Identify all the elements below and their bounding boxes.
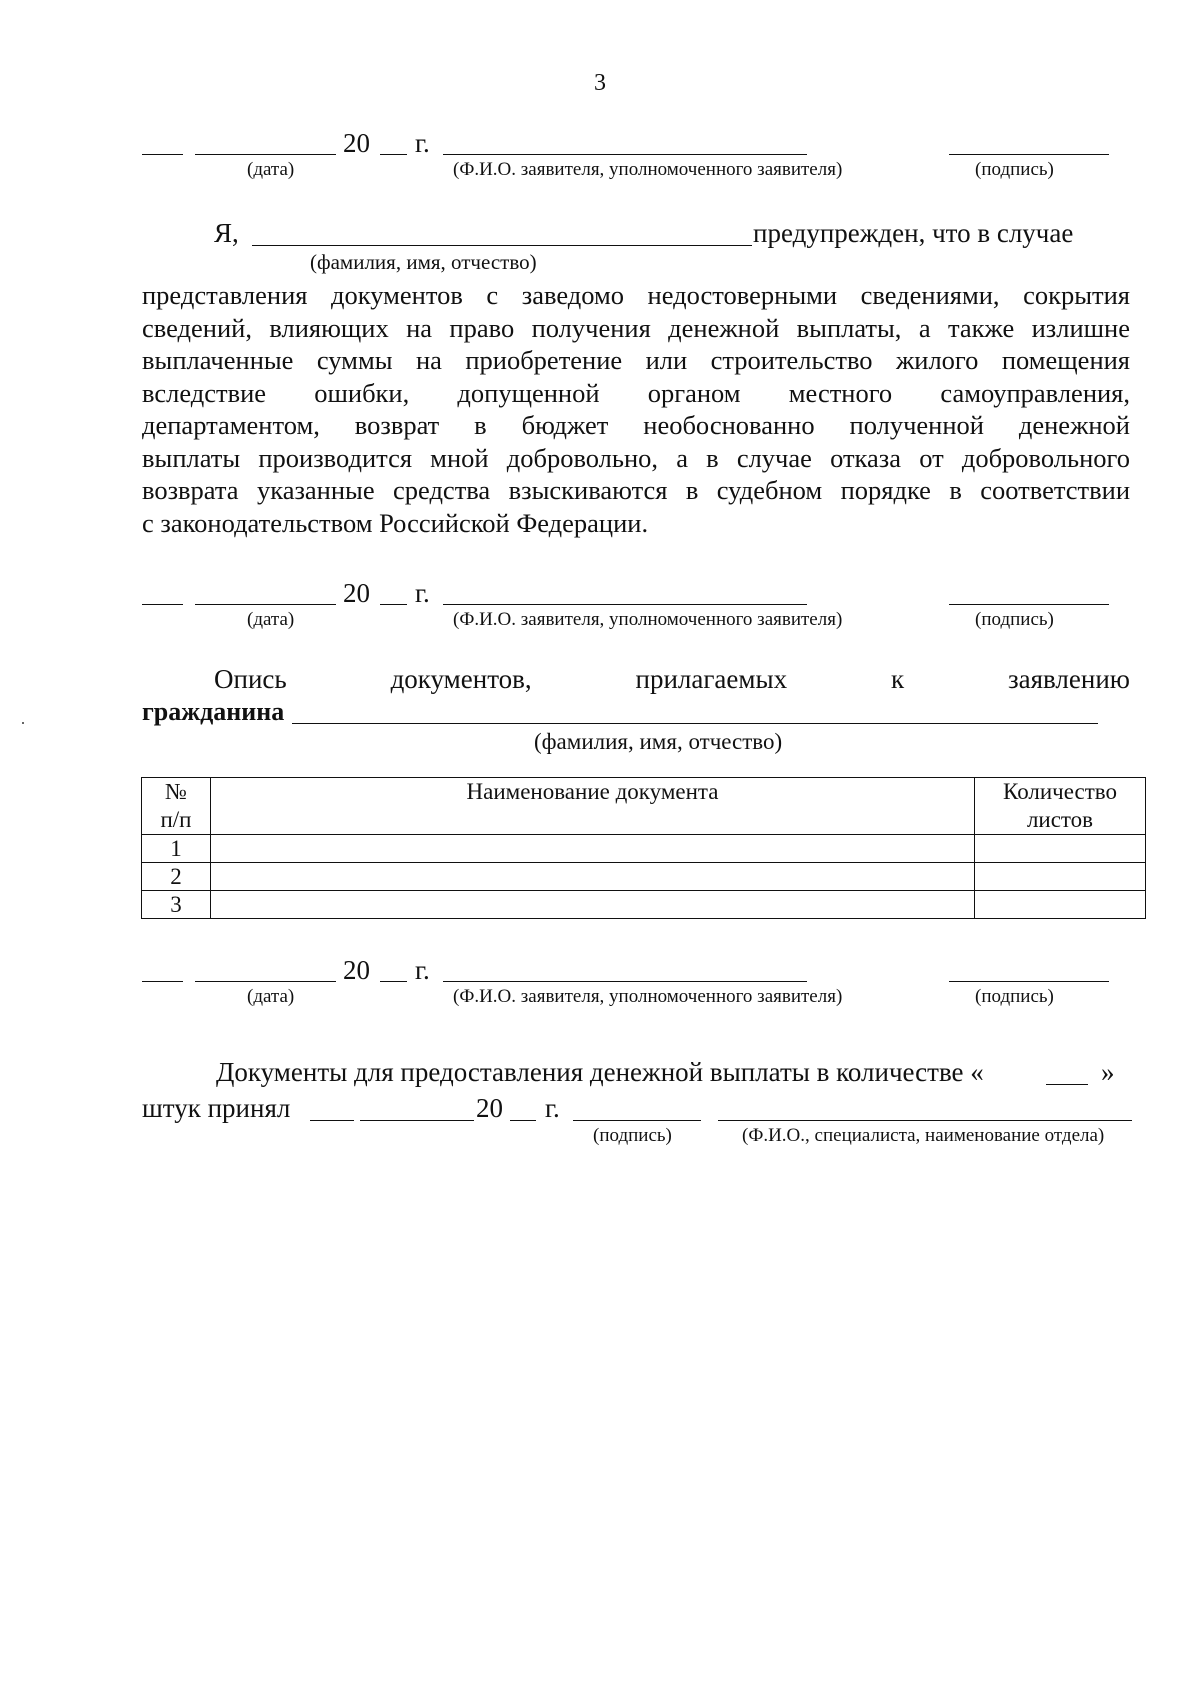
- day-line: [142, 154, 183, 155]
- citizen-name-hint: (фамилия, имя, отчество): [534, 729, 783, 754]
- heading-word: к: [890, 664, 905, 694]
- paragraph-line: вследствие ошибки, допущенной органом местного самоуправления,: [142, 377, 1130, 408]
- col-num-line1: №: [165, 779, 187, 804]
- sheet-count-cell[interactable]: [975, 835, 1146, 863]
- col-count-line1: Количество: [1003, 779, 1117, 804]
- signature-block-1: [0, 128, 1200, 188]
- statement-name-hint: (фамилия, имя, отчество): [310, 250, 537, 274]
- col-count-header: [975, 778, 1146, 835]
- sheet-count-cell[interactable]: [975, 891, 1146, 919]
- fio-label: (Ф.И.О. заявителя, уполномоченного заявителя): [453, 609, 843, 630]
- page-number: 3: [594, 70, 606, 96]
- fio-label: (Ф.И.О. заявителя, уполномоченного заявителя): [453, 159, 843, 180]
- year-prefix: 20: [343, 578, 370, 608]
- paragraph-line: с законодательством Российской Федерации.: [142, 507, 649, 538]
- inventory-heading: [142, 664, 1130, 694]
- month-line: [195, 981, 336, 982]
- signature-label: (подпись): [975, 986, 1054, 1007]
- statement-name-line: [252, 245, 752, 246]
- signature-block-2: [0, 578, 1200, 638]
- receipt-accepted-label: штук принял: [142, 1093, 291, 1123]
- col-num-line2: п/п: [160, 807, 192, 832]
- day-line: [142, 981, 183, 982]
- heading-word: Опись: [214, 664, 287, 694]
- receipt-close-quote: »: [1101, 1057, 1115, 1087]
- paragraph-line: сведений, влияющих на право получения денежной выплаты, а также излишне: [142, 312, 1130, 343]
- receipt-year-suffix: г.: [545, 1093, 560, 1123]
- paragraph-line: возврата указанные средства взыскиваются в судебном порядке в соответствии: [142, 475, 1130, 505]
- signature-line: [949, 981, 1109, 982]
- table-row: [142, 835, 1146, 863]
- document-name-cell[interactable]: [211, 835, 975, 863]
- year-prefix: 20: [343, 128, 370, 158]
- year-line: [380, 604, 407, 605]
- heading-word: прилагаемых: [635, 664, 788, 694]
- signature-label: (подпись): [975, 159, 1054, 180]
- sheet-count-cell[interactable]: [975, 863, 1146, 891]
- day-line: [142, 604, 183, 605]
- citizen-label: гражданина: [142, 697, 285, 726]
- year-suffix: г.: [415, 578, 430, 608]
- paragraph-line: выплаты производится мной добровольно, а в случае отказа от добровольного: [142, 442, 1130, 473]
- col-name-label: Наименование документа: [466, 779, 719, 804]
- receipt-specialist-label: (Ф.И.О., специалиста, наименование отдела): [742, 1125, 1105, 1146]
- date-label: (дата): [247, 159, 295, 180]
- fio-label: (Ф.И.О. заявителя, уполномоченного заявителя): [453, 986, 843, 1007]
- receipt-text: Документы для предоставления денежной выплаты в количестве «: [216, 1057, 984, 1087]
- date-label: (дата): [247, 986, 295, 1007]
- statement-lead: Я,: [214, 218, 239, 248]
- year-line: [380, 154, 407, 155]
- signature-line: [949, 154, 1109, 155]
- fio-line: [443, 604, 807, 605]
- scan-speck: [22, 722, 24, 724]
- row-number: 1: [142, 835, 211, 863]
- year-line: [380, 981, 407, 982]
- month-line: [195, 604, 336, 605]
- signature-block-3: [0, 955, 1200, 1015]
- heading-word: документов,: [390, 664, 532, 694]
- signature-line: [949, 604, 1109, 605]
- heading-word: заявлению: [1007, 664, 1130, 694]
- col-count-line2: листов: [1026, 807, 1094, 832]
- signature-label: (подпись): [975, 609, 1054, 630]
- documents-table: [141, 777, 1146, 919]
- paragraph-line: выплаченные суммы на приобретение или строительство жилого помещения: [142, 345, 1130, 375]
- row-number: 2: [142, 863, 211, 891]
- citizen-name-line: [292, 723, 1098, 724]
- receipt-count-line: [1046, 1084, 1088, 1085]
- row-number: 3: [142, 891, 211, 919]
- receipt-specialist-line: [718, 1120, 1132, 1121]
- receipt-signature-label: (подпись): [593, 1125, 672, 1146]
- month-line: [195, 154, 336, 155]
- statement-paragraph: [142, 279, 1130, 539]
- document-name-cell[interactable]: [211, 863, 975, 891]
- receipt-month-line: [360, 1120, 474, 1121]
- year-prefix: 20: [343, 955, 370, 985]
- fio-line: [443, 154, 807, 155]
- year-suffix: г.: [415, 128, 430, 158]
- col-num-header: [142, 778, 211, 835]
- document-name-cell[interactable]: [211, 891, 975, 919]
- col-name-header: [211, 778, 975, 835]
- receipt-day-line: [310, 1120, 354, 1121]
- table-row: [142, 863, 1146, 891]
- receipt-signature-line: [573, 1120, 701, 1121]
- year-suffix: г.: [415, 955, 430, 985]
- receipt-year-line: [510, 1120, 536, 1121]
- paragraph-line: представления документов с заведомо недостоверными сведениями, сокрытия: [142, 280, 1130, 310]
- receipt-year-prefix: 20: [476, 1093, 503, 1123]
- date-label: (дата): [247, 609, 295, 630]
- fio-line: [443, 981, 807, 982]
- paragraph-line: департаментом, возврат в бюджет необоснованно полученной денежной: [142, 410, 1130, 440]
- table-row: [142, 891, 1146, 919]
- statement-tail: предупрежден, что в случае: [753, 218, 1074, 248]
- table-header-row: [142, 778, 1146, 835]
